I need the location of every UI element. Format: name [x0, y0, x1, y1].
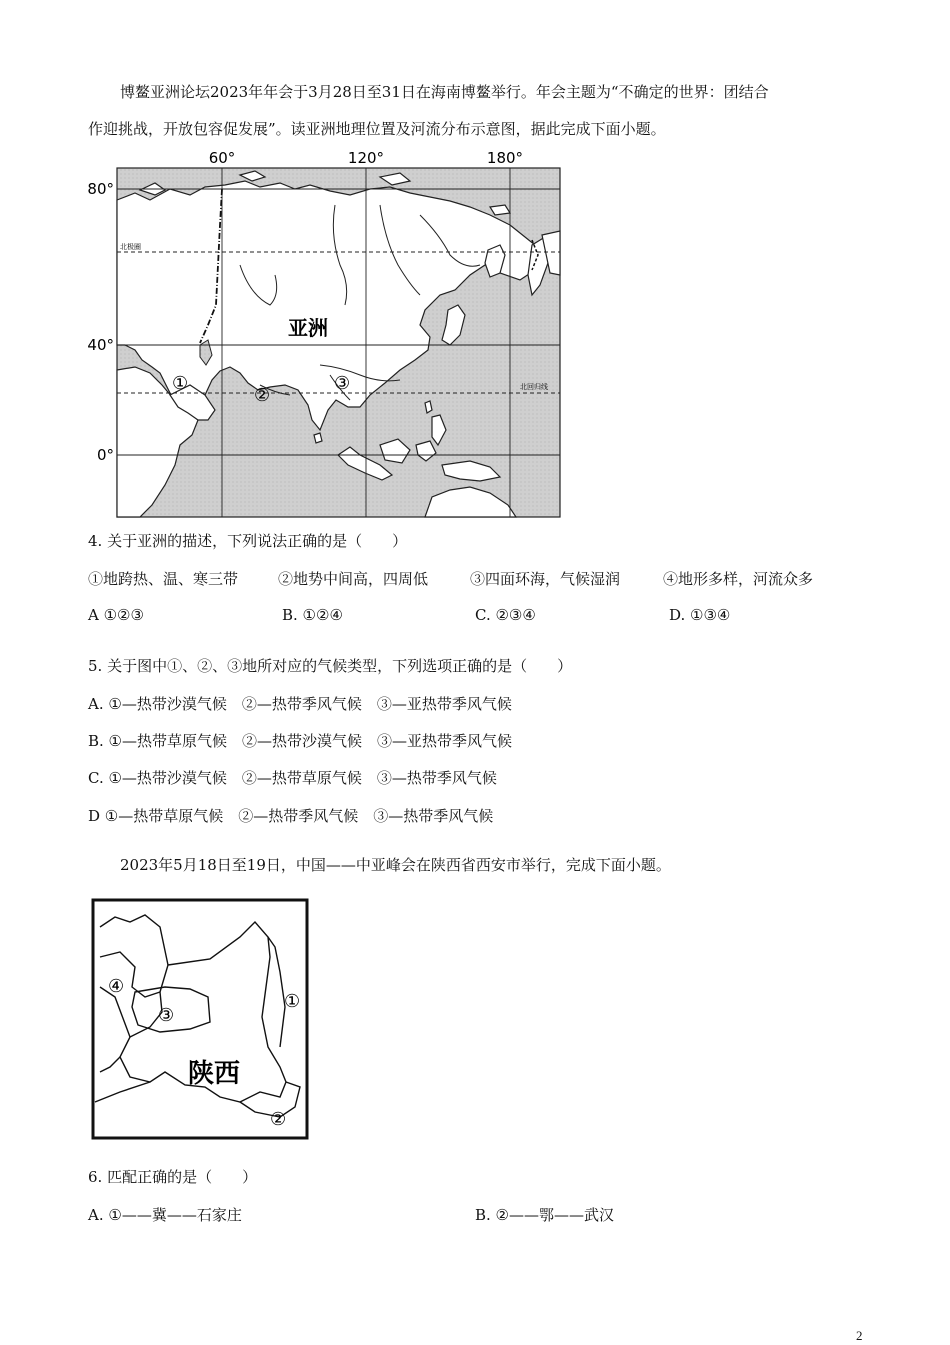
q4-option-d[interactable]: D. ①③④: [669, 606, 731, 624]
q5-option-d[interactable]: D ①—热带草原气候 ②—热带季风气候 ③—热带季风气候: [88, 807, 494, 825]
shaanxi-map: [90, 897, 310, 1142]
q5-option-a[interactable]: A. ①—热带沙漠气候 ②—热带季风气候 ③—亚热带季风气候: [88, 695, 512, 713]
q6-stem: 6. 匹配正确的是（ ）: [88, 1168, 258, 1186]
asia-region-label: 亚洲: [288, 316, 328, 340]
page-number: 2: [856, 1328, 863, 1343]
shaanxi-marker-4: ④: [108, 976, 125, 997]
shaanxi-marker-3: ③: [158, 1005, 175, 1026]
marker-2: ②: [254, 385, 271, 406]
q5-option-b[interactable]: B. ①—热带草原气候 ②—热带沙漠气候 ③—亚热带季风气候: [88, 732, 513, 750]
q4-option-a[interactable]: A ①②③: [88, 606, 144, 624]
q4-stem: 4. 关于亚洲的描述，下列说法正确的是（ ）: [88, 532, 408, 550]
shaanxi-label: 陕西: [188, 1059, 241, 1089]
intro-2: 2023年5月18日至19日，中国——中亚峰会在陕西省西安市举行，完成下面小题。: [120, 856, 671, 874]
lat-label-0: 0°: [96, 446, 114, 464]
map-frame: [93, 900, 307, 1138]
shaanxi-marker-2: ②: [270, 1109, 287, 1130]
tropic-label: 北回归线: [520, 383, 548, 391]
intro-line-1: 博鳌亚洲论坛2023年年会于3月28日至31日在海南博鳌举行。年会主题为“不确定的世界：团结合: [120, 83, 769, 101]
q4-statement-2: ②地势中间高，四周低: [278, 570, 429, 588]
shaanxi-marker-1: ①: [284, 991, 301, 1012]
lat-label-40: 40°: [87, 336, 114, 354]
lon-label-60: 60°: [208, 149, 236, 167]
q5-stem: 5. 关于图中①、②、③地所对应的气候类型，下列选项正确的是（ ）: [88, 657, 573, 675]
asia-map: [80, 145, 580, 525]
marker-1: ①: [172, 373, 189, 394]
intro-line-2: 作迎挑战，开放包容促发展”。读亚洲地理位置及河流分布示意图，据此完成下面小题。: [88, 120, 666, 138]
lon-label-180: 180°: [486, 149, 524, 167]
lon-label-120: 120°: [347, 149, 385, 167]
q4-statement-4: ④地形多样，河流众多: [663, 570, 814, 588]
q4-statement-1: ①地跨热、温、寒三带: [88, 570, 239, 588]
q6-option-b[interactable]: B. ②——鄂——武汉: [475, 1206, 615, 1224]
arctic-circle-label: 北极圈: [120, 243, 141, 251]
lat-label-80: 80°: [87, 180, 114, 198]
q6-option-a[interactable]: A. ①——冀——石家庄: [88, 1206, 242, 1224]
q4-statement-3: ③四面环海，气候湿润: [470, 570, 621, 588]
q4-option-c[interactable]: C. ②③④: [475, 606, 536, 624]
q4-option-b[interactable]: B. ①②④: [282, 606, 343, 624]
q5-option-c[interactable]: C. ①—热带沙漠气候 ②—热带草原气候 ③—热带季风气候: [88, 769, 497, 787]
marker-3: ③: [334, 373, 351, 394]
